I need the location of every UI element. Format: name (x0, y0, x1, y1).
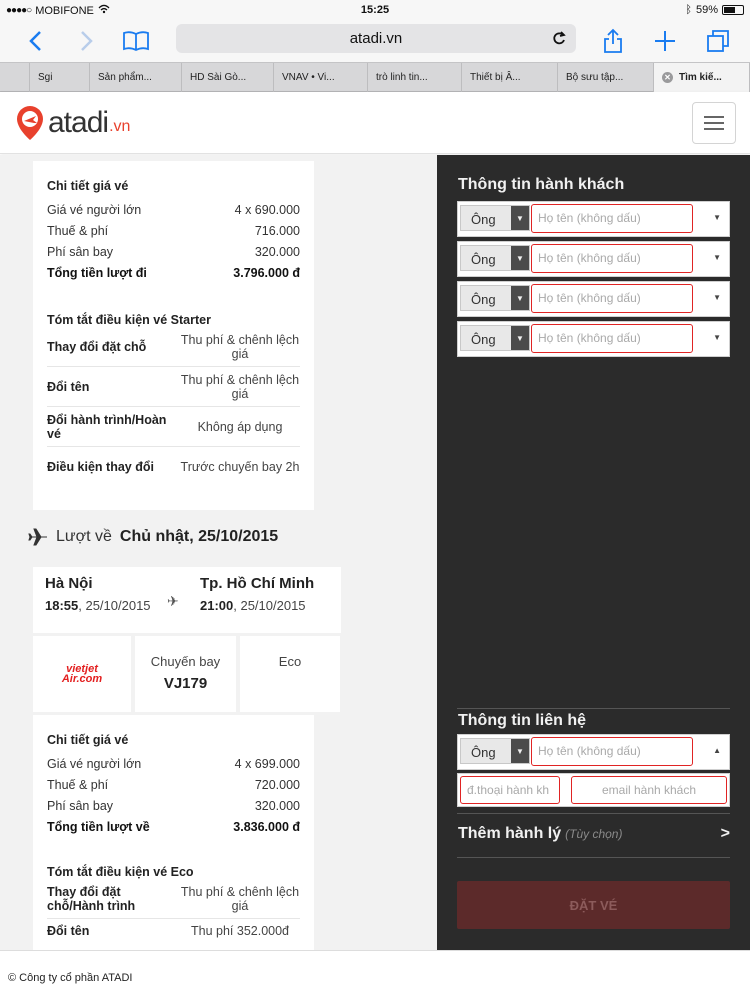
clock: 15:25 (360, 4, 390, 16)
tab-2[interactable]: Sản phẩm... (90, 63, 182, 92)
passenger-name-input[interactable]: Họ tên (không dấu) (531, 244, 693, 273)
tab-6[interactable]: Thiết bị Â... (462, 63, 558, 92)
return-price-title: Chi tiết giá vé (47, 733, 129, 747)
menu-icon[interactable] (692, 102, 736, 144)
outbound-cond-3: Điều kiện thay đổi Trước chuyến bay 2h (47, 460, 300, 474)
expand-icon[interactable]: ▼ (713, 293, 721, 302)
url-text: atadi.vn (349, 30, 403, 47)
outbound-row-adult: Giá vé người lớn 4 x 690.000 (47, 202, 300, 217)
close-tab-icon[interactable]: ✕ (662, 72, 673, 83)
route-from: Hà Nội 18:55, 25/10/2015 (45, 575, 151, 613)
chevron-right-icon: > (720, 825, 730, 842)
return-row-airport: Phí sân bay 320.000 (47, 798, 300, 813)
passenger-row-2 (457, 241, 730, 277)
expand-icon[interactable]: ▼ (713, 213, 721, 222)
tab-3[interactable]: HD Sài Gò... (182, 63, 274, 92)
return-conditions-title: Tóm tắt điều kiện vé Eco (47, 865, 194, 879)
contact-phone-input[interactable]: đ.thoại hành kh (460, 776, 560, 804)
airline-logo-cell (33, 636, 131, 712)
bluetooth-icon: ᛒ (685, 4, 692, 16)
outbound-price-card (33, 161, 314, 510)
browser-tabs (0, 62, 750, 92)
return-total: Tổng tiền lượt về 3.836.000 đ (47, 819, 300, 834)
copyright-text: © Công ty cổ phần ATADI (8, 972, 133, 984)
dropdown-arrow-icon: ▼ (511, 286, 529, 310)
fare-class-cell: Eco (240, 636, 340, 712)
return-row-tax: Thuế & phí 720.000 (47, 777, 300, 792)
site-logo[interactable] (14, 104, 130, 142)
return-cond-0: Thay đổi đặt chỗ/Hành trình Thu phí & chênh lệch giá (47, 879, 300, 919)
dropdown-arrow-icon: ▼ (511, 739, 529, 763)
return-row-adult: Giá vé người lớn 4 x 699.000 (47, 756, 300, 771)
route-plane-icon: ✈ (167, 593, 179, 609)
collapse-icon[interactable]: ▲ (713, 746, 721, 755)
expand-icon[interactable]: ▼ (713, 253, 721, 262)
passenger-row-4 (457, 321, 730, 357)
outbound-cond-1: Đổi tên Thu phí & chênh lệch giá (47, 367, 300, 407)
logo-brand: atadi (48, 106, 109, 139)
add-baggage-row[interactable]: Thêm hành lý (Tùy chọn) > (458, 825, 730, 842)
passengers-title: Thông tin hành khách (458, 176, 625, 193)
status-bar (0, 0, 750, 20)
return-heading: Lượt về Chủ nhật, 25/10/2015 (28, 528, 278, 546)
itinerary-pane (0, 155, 437, 950)
passenger-name-input[interactable]: Họ tên (không dấu) (531, 284, 693, 313)
contact-name-input[interactable]: Họ tên (không dấu) (531, 737, 693, 766)
salutation-select[interactable]: Ông ▼ (460, 205, 530, 231)
return-price-card (33, 715, 314, 950)
salutation-select[interactable]: Ông ▼ (460, 325, 530, 351)
return-route-card (33, 567, 341, 633)
carrier-label: MOBIFONE (35, 4, 94, 17)
outbound-price-title: Chi tiết giá vé (47, 179, 129, 193)
tab-7[interactable]: Bộ sưu tập... (558, 63, 654, 92)
contact-email-input[interactable]: email hành khách (571, 776, 727, 804)
tab-empty[interactable] (0, 63, 30, 92)
divider (457, 708, 730, 709)
tab-4[interactable]: VNAV • Vi... (274, 63, 368, 92)
tabs-overview-icon[interactable] (703, 26, 733, 56)
new-tab-icon[interactable] (650, 26, 680, 56)
salutation-select[interactable]: Ông ▼ (460, 285, 530, 311)
pin-plane-icon (14, 104, 46, 142)
dropdown-arrow-icon: ▼ (511, 326, 529, 350)
contact-title: Thông tin liên hệ (458, 712, 586, 729)
passenger-row-1 (457, 201, 730, 237)
divider (457, 813, 730, 814)
return-cond-1: Đổi tên Thu phí 352.000đ (47, 924, 289, 938)
share-icon[interactable] (598, 26, 628, 56)
outbound-cond-2: Đổi hành trình/Hoàn vé Không áp dụng (47, 407, 300, 447)
tab-active[interactable]: ✕ Tìm kiế... (654, 63, 750, 92)
site-header (0, 92, 750, 154)
flight-number-cell: Chuyến bay VJ179 (135, 636, 236, 712)
salutation-select[interactable]: Ông ▼ (460, 245, 530, 271)
forward-icon[interactable] (72, 26, 102, 56)
contact-salutation-select[interactable]: Ông ▼ (460, 738, 530, 764)
battery-icon (722, 5, 744, 15)
battery-percent: 59% (695, 4, 718, 16)
booking-form-pane (437, 155, 750, 950)
outbound-cond-0: Thay đổi đặt chỗ Thu phí & chênh lệch giá (47, 327, 300, 367)
logo-tld: .vn (109, 118, 131, 135)
back-icon[interactable] (20, 26, 50, 56)
tab-1[interactable]: Sgi (30, 63, 90, 92)
vietjet-logo: vietjet Air.com (61, 663, 103, 685)
expand-icon[interactable]: ▼ (713, 333, 721, 342)
route-to: Tp. Hồ Chí Minh 21:00, 25/10/2015 (200, 575, 315, 613)
dropdown-arrow-icon: ▼ (511, 246, 529, 270)
plane-icon (28, 528, 48, 546)
reload-icon[interactable] (552, 30, 566, 50)
passenger-row-3 (457, 281, 730, 317)
outbound-row-tax: Thuế & phí 716.000 (47, 223, 300, 238)
outbound-row-airport: Phí sân bay 320.000 (47, 244, 300, 259)
bookmarks-icon[interactable] (121, 26, 151, 56)
book-ticket-button[interactable]: ĐẶT VÉ (457, 881, 730, 929)
outbound-total: Tổng tiền lượt đi 3.796.000 đ (47, 265, 300, 280)
tab-5[interactable]: trò linh tin... (368, 63, 462, 92)
outbound-conditions-title: Tóm tắt điều kiện vé Starter (47, 313, 211, 327)
contact-details-row (457, 773, 730, 807)
browser-toolbar (0, 20, 750, 62)
signal-icon: ●●●●○ (6, 5, 32, 16)
dropdown-arrow-icon: ▼ (511, 206, 529, 230)
passenger-name-input[interactable]: Họ tên (không dấu) (531, 324, 693, 353)
address-bar[interactable] (176, 24, 576, 53)
contact-name-row (457, 734, 730, 770)
footer (0, 950, 750, 1001)
divider (457, 857, 730, 858)
passenger-name-input[interactable]: Họ tên (không dấu) (531, 204, 693, 233)
